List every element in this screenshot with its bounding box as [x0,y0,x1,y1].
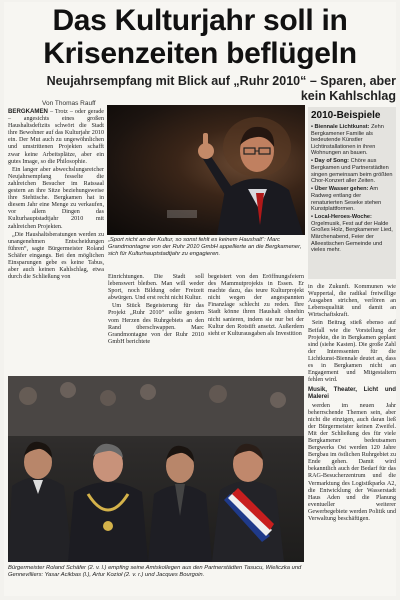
intertitle: Musik, Theater, Licht und Malerei [308,386,396,401]
subheadline: Neujahrsempfang mit Blick auf „Ruhr 2010“ – Sparen, aber kein Kahlschlag [46,74,396,103]
sidebar-title: 2010-Beispiele [311,110,381,121]
article-column-1: BERGKAMEN – Trotz – oder gerade – angesichts eines großen Haushaltsdefizits schwört die Stadt ihre Bewohner auf das Kulturjahr 2010 ein. Der Mut auch zu ungewöhnlichen und umstrittenen Projekten schafft zwar keine Arbeitsplätze, aber ein gutes Image, so die Philosophie. Ein langer aber abwechslungsreicher Neujahrsempfang fesselte die zahlreichen Besucher im Ratssaal gestern an ihre Sitze beziehungsweise ihre Stehtische. Bergkamen hat in diesem Jahr eine Menge zu verkaufen, vor allem Dingen das Kulturhauptstadtjahr 2010 mit zahlreichen Projekten. „Die Haushaltsberatungen werden zu unangenehmen Entscheidungen führen“, sagte Bürgermeister Roland Schäfer eingangs. Bei den möglichen Einsparungen gebe es keine Tabus, aber auch keinen Kahlschlag, etwa durch die Schließung von [8,108,104,281]
headline: Das Kulturjahr soll in Krisenzeiten beflügeln [43,4,357,70]
sidebar-item: • Über Wasser gehen: Am Radweg entlang der renaturierten Seseke stehen Kunstplattformen. [311,186,382,213]
byline: Von Thomas Rauff [42,100,96,107]
dateline: BERGKAMEN [8,108,48,115]
photo1-caption: „Sport nicht an der Kultur, so sonst fehlt es keinem Haushalt“: Marc Grandmontagne von der Ruhr 2010 GmbH appellierte an die Bergkamener, sich für Kulturhauptstadtjahr zu engagieren. [108,237,302,257]
sidebar-item: • Day of Song: Chöre aus Bergkamen und Partnerstädten singen gemeinsam beim größten Chor-Konzert aller Zeiten. [311,158,393,185]
article-column-4: in die Zukunft. Kommunen wie Wuppertal, die radikal freiwillige Ausgaben strichen, verlören an Lebensqualität und damit an Wirtschaftskraft. Sein Beitrag stieß ebenso auf Beifall wie die Vorstellung der Projekte, die in Bergkamen geplant sind (siehe Kasten). Die große Zahl der Interessenten für die Lichtkunst-Biennale deutet an, dass es in Bergkamen nicht an Engagement und Mitgestaltern fehlen wird. Musik, Theater, Licht und Malerei werden im neuen Jahr beherrschende Themen sein, aber nicht die einzigen, auch daran ließ der Bürgermeister keinen Zweifel. Mit der Schließung des für viele Bergkamener bedeutsamen Bergwerks Ost werden 120 Jahre Bergbau im östlichen Ruhrgebiet zu Ende gehen. Damit wird bekanntlich auch der Bedarf für das RAG-Besucherzentrum und die Vermarktung des Logistikparks A2, die Entwicklung der Wasserstadt Haus Aden und die Planung eventueller weiterer Gewerbegebiete werden Politik und Verwaltung beschäftigen. [308,284,396,522]
sidebar-item: • Biennale Lichtkunst: Zehn Bergkamener Familie als bedeutende Künstler Lichtinstallationen in ihren Wohnungen an bauen. [311,124,384,157]
group-photo [8,376,304,562]
article-column-3: begeistert von den Eröffnungsfeiern des Mammutprojekts in Essen. Er machte dazu, das teure Kulturprojekt nicht wegen der angespannten Finanzlage schlecht zu reden. Ihre Stadt könne ihren Haushalt ohnehin nicht sanieren, indem sie nur bei der Kultur den Rotstift ansetzt. Außerdem sieht er Kulturausgaben als Investition [208,274,304,337]
speaker-photo [107,105,305,235]
group-photo-image [8,376,304,562]
speaker-photo-image [107,105,305,235]
examples-sidebar [308,107,396,279]
article-column-2: Einrichtungen. Die Stadt soll lebenswert bleiben. Man will weder Sport, noch Bildung oder Freizeit abwürgen. Und erst recht nicht Kultur. Um Stück Begeisterung für das Projekt „Ruhr 2010“ sollte gestern vom Herzen des Ruhrgebiets an den Rand überschwappen. Marc Grandmontagne von der Ruhr 2010 GmbH berichtete [108,274,204,345]
newspaper-page [4,2,396,596]
sidebar-item: • Local-Heroes-Woche: Orgelmusik, Fest auf der Halde Großes Holz, Bergkamener Lied, Märchenabend, Feier der Alleestischen Gemeinde und vieles mehr. [311,214,393,254]
photo2-caption: Bürgermeister Roland Schäfer (2. v. l.) empfing seine Amtskollegen aus den Partnerstädten Tasucu, Wieliczka und Gennevilliers: Yasar Acikbas (l.), Artur Kozioł (2. v. r.) und Jacques Bourgoin. [8,565,302,578]
